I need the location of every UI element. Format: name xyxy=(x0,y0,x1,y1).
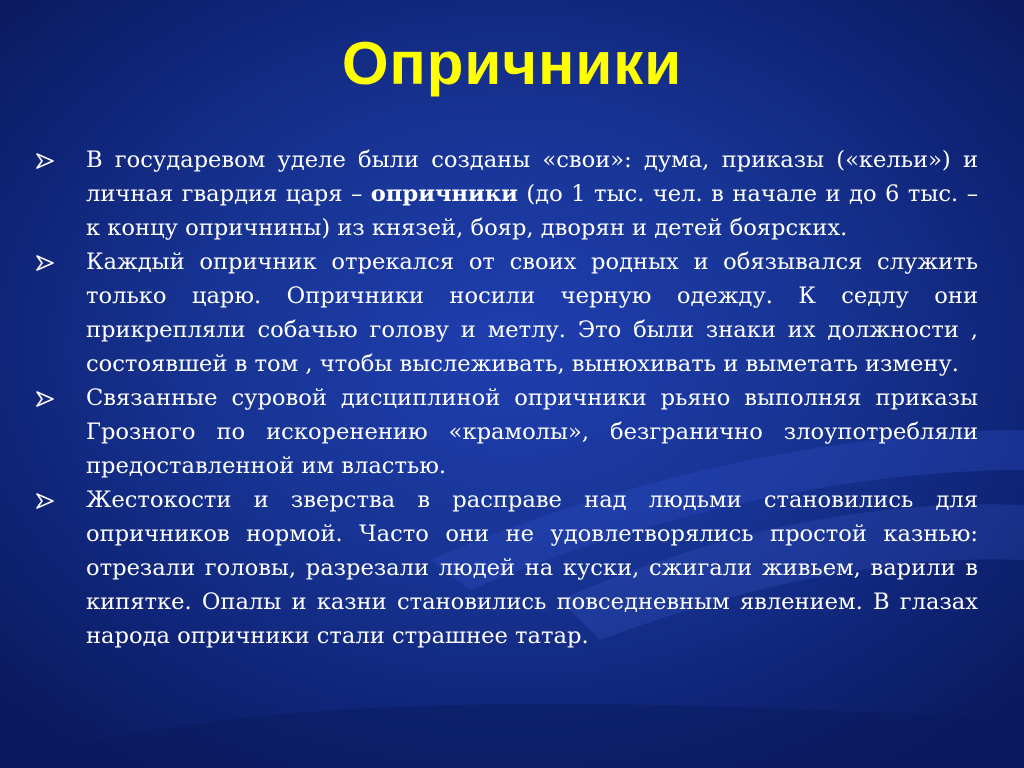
bullet-item xyxy=(36,245,978,381)
arrowhead-bullet-icon xyxy=(36,153,54,169)
bullet-text: Жестокости и зверства в расправе над людьми становились для опричников нормой. Часто они не удовлетворялись простой казнью: отрезали головы, разрезали людей на куски, сжигали живьем, варили в кипятке. Опалы и казни становились повседневным явлением. В глазах народа опричники стали страшнее татар. xyxy=(86,487,978,649)
arrowhead-bullet-icon xyxy=(36,255,54,271)
bullet-item xyxy=(36,381,978,483)
arrowhead-bullet-icon xyxy=(36,493,54,509)
bullet-text: В государевом уделе были созданы «свои»: дума, приказы («кельи») и личная гвардия царя – xyxy=(86,147,978,207)
bullet-text: (до 1 тыс. чел. в начале и до 6 тыс. – к концу опричнины) из князей, бояр, дворян и детей боярских. xyxy=(86,181,978,241)
bullet-emphasis: опричники xyxy=(370,181,518,207)
bullet-list xyxy=(36,143,978,653)
bullet-text: Связанные суровой дисциплиной опричники рьяно выполняя приказы Грозного по искоренению «крамолы», безгранично злоупотребляли предоставленной им властью. xyxy=(86,385,978,479)
arrowhead-bullet-icon xyxy=(36,391,54,407)
bullet-item xyxy=(36,143,978,245)
bullet-text: Каждый опричник отрекался от своих родных и обязывался служить только царю. Опричники носили черную одежду. К седлу они прикрепляли собачью голову и метлу. Это были знаки их должности , состоявшей в том , чтобы выслеживать, вынюхивать и выметать измену. xyxy=(86,249,978,377)
slide-title: Опричники xyxy=(341,30,683,97)
bullet-item xyxy=(36,483,978,653)
